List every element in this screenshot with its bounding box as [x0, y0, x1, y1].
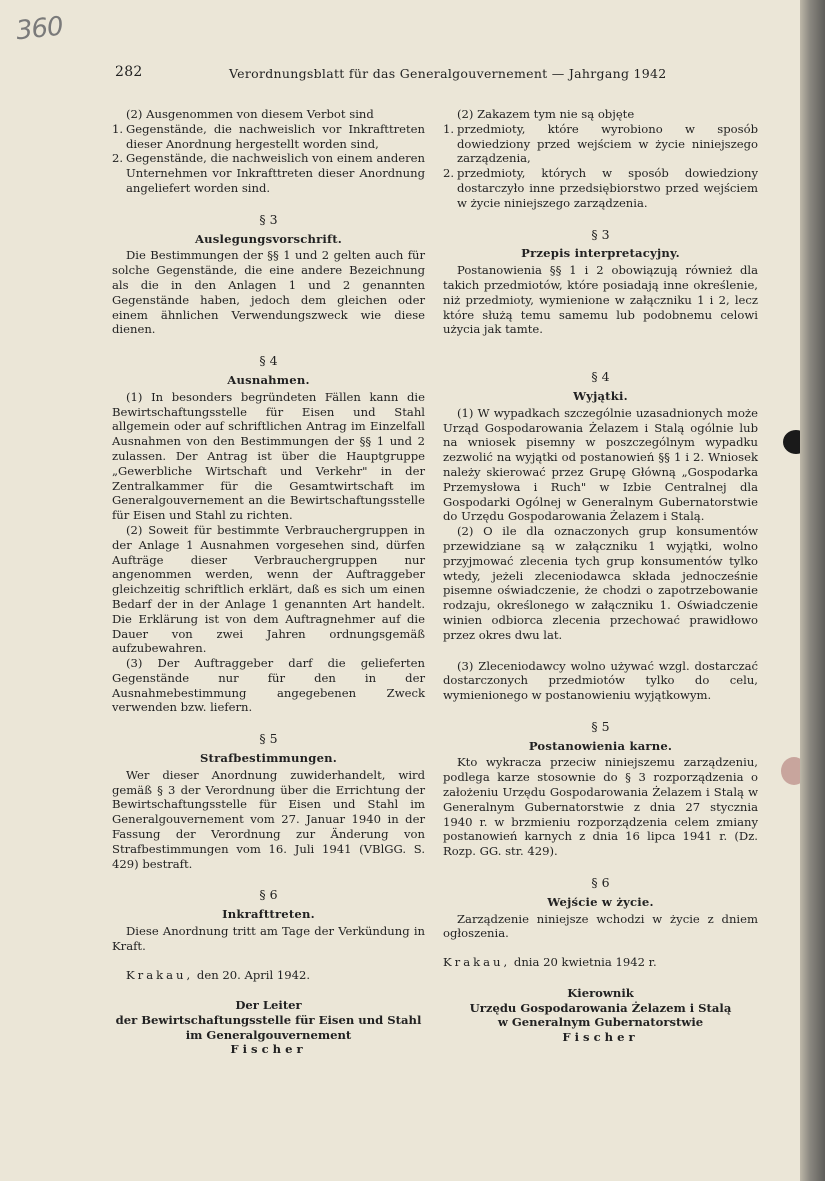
signature-name: Fischer: [562, 1029, 639, 1044]
section-paragraph: Wer dieser Anordnung zuwiderhandelt, wird gemäß § 3 der Verordnung über die Errichtung der Bewirtschaftungsstelle für Eisen und Stahl im Generalgouvernement vom 27. Januar 1940 in der Fassung der Verordnung zur Änderung von Strafbestimmungen vom 16. Juli 1941 (VBlGG. S. 429) bestraft.: [112, 767, 425, 871]
section-number: § 4: [591, 369, 610, 385]
signature-office: Urzędu Gospodarowania Żelazem i Stalą: [469, 1000, 732, 1015]
section-number: § 6: [259, 887, 278, 903]
date-city: Krakau,: [443, 955, 511, 970]
signature-title: Der Leiter: [235, 998, 302, 1013]
handwritten-page-note: 360: [14, 11, 65, 47]
list-item: [112, 122, 425, 152]
section-heading: Postanowienia karne.: [528, 738, 673, 753]
date-city: Krakau,: [126, 967, 194, 982]
section-paragraph: Postanowienia §§ 1 i 2 obowiązują również dla takich przedmiotów, które posiadają inne określenie, niż przedmioty, wymienione w załączniku 1 i 2, lecz które służą temu samemu lub podobnemu celowi użycia jak tamte.: [443, 263, 758, 337]
intro-paragraph: (2) Zakazem tym nie są objęte: [457, 107, 635, 121]
list-text: przedmioty, które wyrobiono w sposób dowiedziony przed wejściem w życie niniejszego zarządzenia,: [457, 121, 758, 166]
scan-edge: [800, 0, 825, 1181]
list-number: 1.: [443, 121, 455, 136]
date-line: [443, 955, 758, 970]
section-heading: Inkrafttreten.: [222, 907, 315, 922]
list-number: 1.: [112, 121, 124, 136]
list-item: [443, 122, 758, 166]
section-heading: Auslegungsvorschrift.: [194, 231, 343, 246]
list-text: Gegenstände, die nachweislich von einem anderen Unternehmen vor Inkrafttreten dieser Anordnung angeliefert worden sind.: [126, 151, 425, 195]
section-number: § 6: [591, 875, 610, 891]
date-text: den 20. April 1942.: [196, 967, 311, 982]
intro-paragraph: (2) Ausgenommen von diesem Verbot sind: [126, 107, 374, 121]
section-number: § 3: [259, 211, 278, 227]
journal-title: Verordnungsblatt für das Generalgouvernement — Jahrgang 1942: [229, 66, 667, 81]
date-line: [112, 968, 425, 983]
section-paragraph: Die Bestimmungen der §§ 1 und 2 gelten auch für solche Gegenstände, die eine andere Bezeichnung als die in den Anlagen 1 und 2 genannten Gegenstände haben, jedoch dem gleichen oder einem ähnlichen Verwendungszweck wie diese dienen.: [112, 248, 425, 337]
section-paragraph: (3) Der Auftraggeber darf die gelieferten Gegenstände nur für den in der Ausnahmebestimmung angegebenen Zweck verwenden bzw. liefern.: [112, 656, 425, 715]
list-item: [112, 151, 425, 195]
section-heading: Strafbestimmungen.: [199, 751, 338, 766]
date-text: dnia 20 kwietnia 1942 r.: [513, 955, 657, 970]
section-paragraph: (3) Zleceniodawcy wolno używać wzgl. dostarczać dostarczonych przedmiotów tylko do celu, wymienionego w postanowieniu wyjątkowym.: [443, 658, 758, 703]
section-heading: Ausnahmen.: [227, 372, 310, 387]
list-text: Gegenstände, die nachweislich vor Inkrafttreten dieser Anordnung hergestellt worden sind,: [126, 121, 425, 151]
section-number: § 3: [591, 226, 610, 242]
signature-region: im Generalgouvernement: [185, 1027, 352, 1042]
signature-block: [443, 986, 758, 1044]
section-paragraph: (1) In besonders begründeten Fällen kann die Bewirtschaftungsstelle für Eisen und Stahl allgemein oder auf schriftlichen Antrag im Einzelfall Ausnahmen von den Bestimmungen der §§ 1 und 2 zulassen. Der Antrag ist über die Hauptgruppe „Gewerbliche Wirtschaft und Verkehr" in der Zentralkammer für die Gesamtwirtschaft im Generalgouvernement an die Bewirtschaftungsstelle für Eisen und Stahl zu richten.: [112, 389, 425, 523]
section-heading: Wejście w życie.: [547, 894, 654, 909]
section-number: § 4: [259, 353, 278, 369]
section-heading: Przepis interpretacyjny.: [521, 246, 680, 261]
list-item: [443, 166, 758, 210]
signature-block: [112, 998, 425, 1056]
section-number: § 5: [259, 731, 278, 747]
signature-title: Kierownik: [567, 986, 634, 1001]
section-paragraph: Diese Anordnung tritt am Tage der Verkündung in Kraft.: [112, 924, 425, 953]
section-paragraph: (2) Soweit für bestimmte Verbrauchergruppen in der Anlage 1 Ausnahmen vorgesehen sind, dürfen Aufträge dieser Verbrauchergruppen nur angenommen werden, wenn der Auftraggeber gleichzeitig schriftlich erklärt, daß es sich um einen Bedarf der in der Anlage 1 genannten Art handelt. Die Erklärung ist von dem Auftragnehmer auf die Dauer von zwei Jahren ordnungsgemäß aufzubewahren.: [112, 522, 425, 656]
section-paragraph: (2) O ile dla oznaczonych grup konsumentów przewidziane są w załączniku 1 wyjątki, wolno przyjmować zlecenia tych grup konsumentów tylko wtedy, jeżeli zleceniodawca składa jednocześnie pisemne oświadczenie, że chodzi o zapotrzebowanie rodzaju, określonego w załączniku 1. Oświadczenie winien odbiorca zlecenia przechować prawidłowo przez okres dwu lat.: [443, 524, 758, 642]
signature-name: Fischer: [230, 1042, 307, 1057]
section-paragraph: Zarządzenie niniejsze wchodzi w życie z dniem ogłoszenia.: [443, 911, 758, 941]
list-number: 2.: [112, 151, 124, 166]
signature-region: w Generalnym Gubernatorstwie: [497, 1015, 704, 1030]
german-column: [112, 107, 425, 1057]
section-paragraph: (1) W wypadkach szczególnie uzasadnionych może Urząd Gospodarowania Żelazem i Stalą ogólnie lub na wniosek pisemny w poszczególnym wypadku zezwolić na wyjątki od postanowień §§ 1 i 2. Wniosek należy skierować przez Grupę Główną „Gospodarka Przemysłowa i Ruch" w Izbie Centralnej dla Gospodarki Ogólnej w Generalnym Gubernatorstwie do Urzędu Gospodarowania Żelazem i Stalą.: [443, 405, 758, 524]
page-number: 282: [115, 64, 143, 80]
section-number: § 5: [591, 718, 610, 734]
list-text: przedmioty, których w sposób dowiedziony dostarczyło inne przedsiębiorstwo przed wejściem w życie niniejszego zarządzenia.: [457, 166, 758, 210]
section-heading: Wyjątki.: [573, 388, 628, 403]
section-paragraph: Kto wykracza przeciw niniejszemu zarządzeniu, podlega karze stosownie do § 3 rozporządzenia o założeniu Urzędu Gospodarowania Żelazem i Stalą w Generalnym Gubernatorstwie z dnia 27 stycznia 1940 r. w brzmieniu rozporządzenia celem zmiany postanowień karnych z dnia 16 lipca 1941 r. (Dz. Rozp. GG. str. 429).: [443, 755, 758, 859]
list-number: 2.: [443, 166, 455, 181]
signature-office: der Bewirtschaftungsstelle für Eisen und Stahl: [115, 1013, 422, 1028]
polish-column: [443, 107, 758, 1044]
